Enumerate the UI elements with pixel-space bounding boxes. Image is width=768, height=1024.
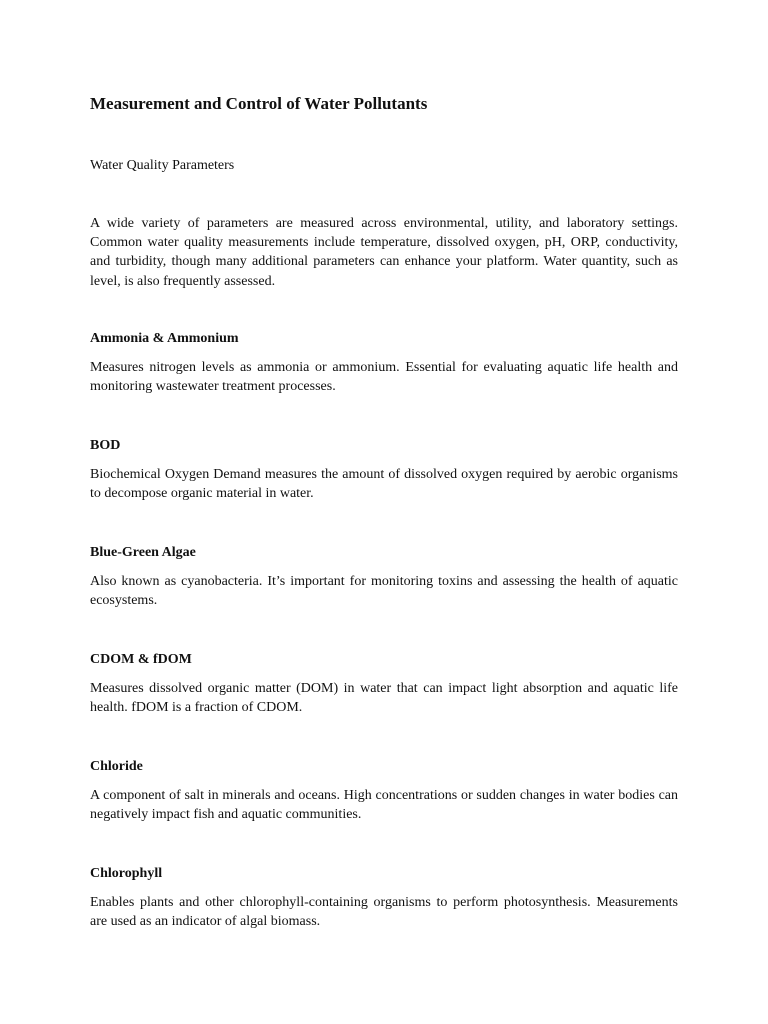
section-heading: Blue-Green Algae <box>90 545 196 560</box>
section-blue-green-algae <box>90 543 678 610</box>
section-body: Also known as cyanobacteria. It’s important for monitoring toxins and assessing the health of aquatic ecosystems. <box>90 574 678 609</box>
section-bod <box>90 436 678 503</box>
section-body: Measures nitrogen levels as ammonia or ammonium. Essential for evaluating aquatic life health and monitoring wastewater treatment processes. <box>90 360 678 395</box>
section-body: Measures dissolved organic matter (DOM) in water that can impact light absorption and aquatic life health. fDOM is a fraction of CDOM. <box>90 681 678 716</box>
section-heading: Chlorophyll <box>90 866 163 881</box>
section-cdom-fdom <box>90 650 678 717</box>
section-heading: Ammonia & Ammonium <box>90 331 239 346</box>
document-subtitle: Water Quality Parameters <box>90 158 235 173</box>
section-body: Biochemical Oxygen Demand measures the amount of dissolved oxygen required by aerobic organisms to decompose organic material in water. <box>90 467 678 502</box>
section-chlorophyll <box>90 864 678 931</box>
intro-paragraph: A wide variety of parameters are measured across environmental, utility, and laboratory settings. Common water quality measurements include temperature, dissolved oxygen, pH, ORP, conductivity, and turbidity, though many additional parameters can enhance your platform. Water quantity, such as level, is also frequently assessed. <box>90 216 678 289</box>
section-heading: Chloride <box>90 759 143 774</box>
section-chloride <box>90 757 678 824</box>
section-body: Enables plants and other chlorophyll-containing organisms to perform photosynthesis. Measurements are used as an indicator of algal biomass. <box>90 895 678 930</box>
section-ammonia <box>90 329 678 396</box>
document-title: Measurement and Control of Water Pollutants <box>90 94 428 113</box>
section-body: A component of salt in minerals and oceans. High concentrations or sudden changes in water bodies can negatively impact fish and aquatic communities. <box>90 788 678 823</box>
section-heading: CDOM & fDOM <box>90 652 192 667</box>
section-heading: BOD <box>90 438 121 453</box>
